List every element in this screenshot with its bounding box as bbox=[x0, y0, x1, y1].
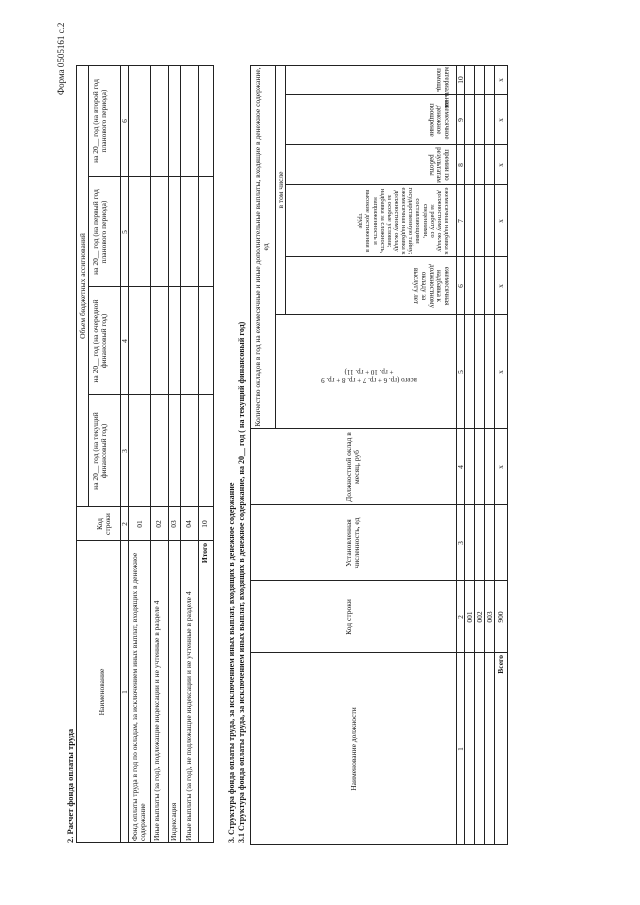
header-count-group: Количество окладов в год на ежемесячные и иные дополнительные выплаты, входящие в денежное содержание, ед bbox=[253, 67, 271, 427]
header-staff: Установленная численность, ед bbox=[344, 517, 362, 569]
colnum: 1 bbox=[120, 690, 129, 694]
colnum: 9 bbox=[456, 118, 465, 122]
header-incl: в том числе bbox=[276, 171, 285, 209]
row-code: 001 bbox=[465, 611, 474, 623]
x-mark: x bbox=[496, 118, 505, 122]
header-year-second: на 20__ год (на второй год планового периода) bbox=[91, 79, 109, 163]
colnum: 10 bbox=[456, 76, 465, 84]
header-year-current: на 20__ год (на текущий финансовый год) bbox=[91, 412, 109, 490]
colnum: 4 bbox=[456, 465, 465, 469]
row-code: 03 bbox=[169, 520, 178, 528]
header-c6: ежемесячная надбавка к должностному окладу за выслугу лет bbox=[412, 264, 451, 308]
row-code: 02 bbox=[154, 520, 163, 528]
row-label: Иные выплаты (за год), не подлежащие индексации и не учтенные в разделе 4 bbox=[184, 591, 193, 841]
colnum: 6 bbox=[120, 119, 129, 123]
row-code: 003 bbox=[485, 611, 494, 623]
row-label: Индексация bbox=[169, 802, 178, 841]
section2-title: 2. Расчет фонда оплаты труда bbox=[65, 728, 75, 843]
colnum: 1 bbox=[456, 747, 465, 751]
row-label: Иные выплаты (за год), подлежащие индексации и не учтенные в разделе 4 bbox=[152, 600, 161, 841]
header-position: Наименование должности bbox=[349, 707, 358, 791]
total-label: Всего bbox=[496, 655, 505, 674]
colnum: 8 bbox=[456, 163, 465, 167]
header-code: Код строки bbox=[95, 513, 113, 535]
colnum: 4 bbox=[120, 339, 129, 343]
colnum: 5 bbox=[120, 230, 129, 234]
section31-title: 3.1 Структура фонда оплаты труда, за исключением иных выплат, входящих в денежное содержание, на 20__ год ( на текущий финансовый год) bbox=[237, 321, 246, 843]
header-c10: материальная помощь bbox=[435, 67, 451, 108]
total-code: 900 bbox=[496, 611, 505, 623]
colnum: 2 bbox=[456, 615, 465, 619]
header-c7: ежемесячная надбавка к должностному окладу за работу со сведениями, составляющими государственную тайну; ежемесячная надбавка к должностному окладу за особые условия; надбавка за сложность, напряженность и высокие достижения в труде bbox=[357, 187, 450, 255]
row-label: Фонд оплаты труда в год по окладам, за исключением иных выплат, входящих в денежное содержание bbox=[130, 552, 148, 841]
header-volume: Объем бюджетных ассигнований bbox=[78, 233, 87, 339]
x-mark: x bbox=[496, 465, 505, 469]
total-code: 10 bbox=[200, 520, 209, 528]
colnum: 5 bbox=[456, 370, 465, 374]
total-label: Итого bbox=[200, 543, 209, 564]
header-c8: премии по результатам работы bbox=[427, 147, 451, 183]
section3-title: 3. Структура фонда оплаты труда, за исключением иных выплат, входящих в денежное содержание bbox=[227, 482, 236, 843]
header-code: Код строки bbox=[344, 599, 353, 635]
x-mark: x bbox=[496, 163, 505, 167]
header-year-first: на 20__ год (на первый год планового периода) bbox=[91, 189, 109, 275]
header-year-next: на 20__ год (на очередной финансовый год) bbox=[91, 299, 109, 383]
colnum: 2 bbox=[120, 522, 129, 526]
header-name: Наименование bbox=[97, 668, 106, 716]
row-code: 002 bbox=[475, 611, 484, 623]
colnum: 6 bbox=[456, 284, 465, 288]
row-code: 01 bbox=[135, 520, 144, 528]
x-mark: x bbox=[496, 370, 505, 374]
form-code: Форма 0505161 с.2 bbox=[56, 22, 66, 95]
x-mark: x bbox=[496, 284, 505, 288]
x-mark: x bbox=[496, 219, 505, 223]
colnum: 7 bbox=[456, 219, 465, 223]
colnum: 3 bbox=[456, 541, 465, 545]
header-salary: Должностной оклад в месяц, руб bbox=[344, 432, 362, 502]
x-mark: x bbox=[496, 78, 505, 82]
header-total: всего (гр. 6 + гр. 7 + гр. 8 + гр. 9 + гр. 10 + гр. 11) bbox=[321, 368, 417, 384]
row-code: 04 bbox=[184, 520, 193, 528]
colnum: 3 bbox=[120, 449, 129, 453]
header-c9: ежемесячное денежное поощрение bbox=[427, 100, 451, 140]
